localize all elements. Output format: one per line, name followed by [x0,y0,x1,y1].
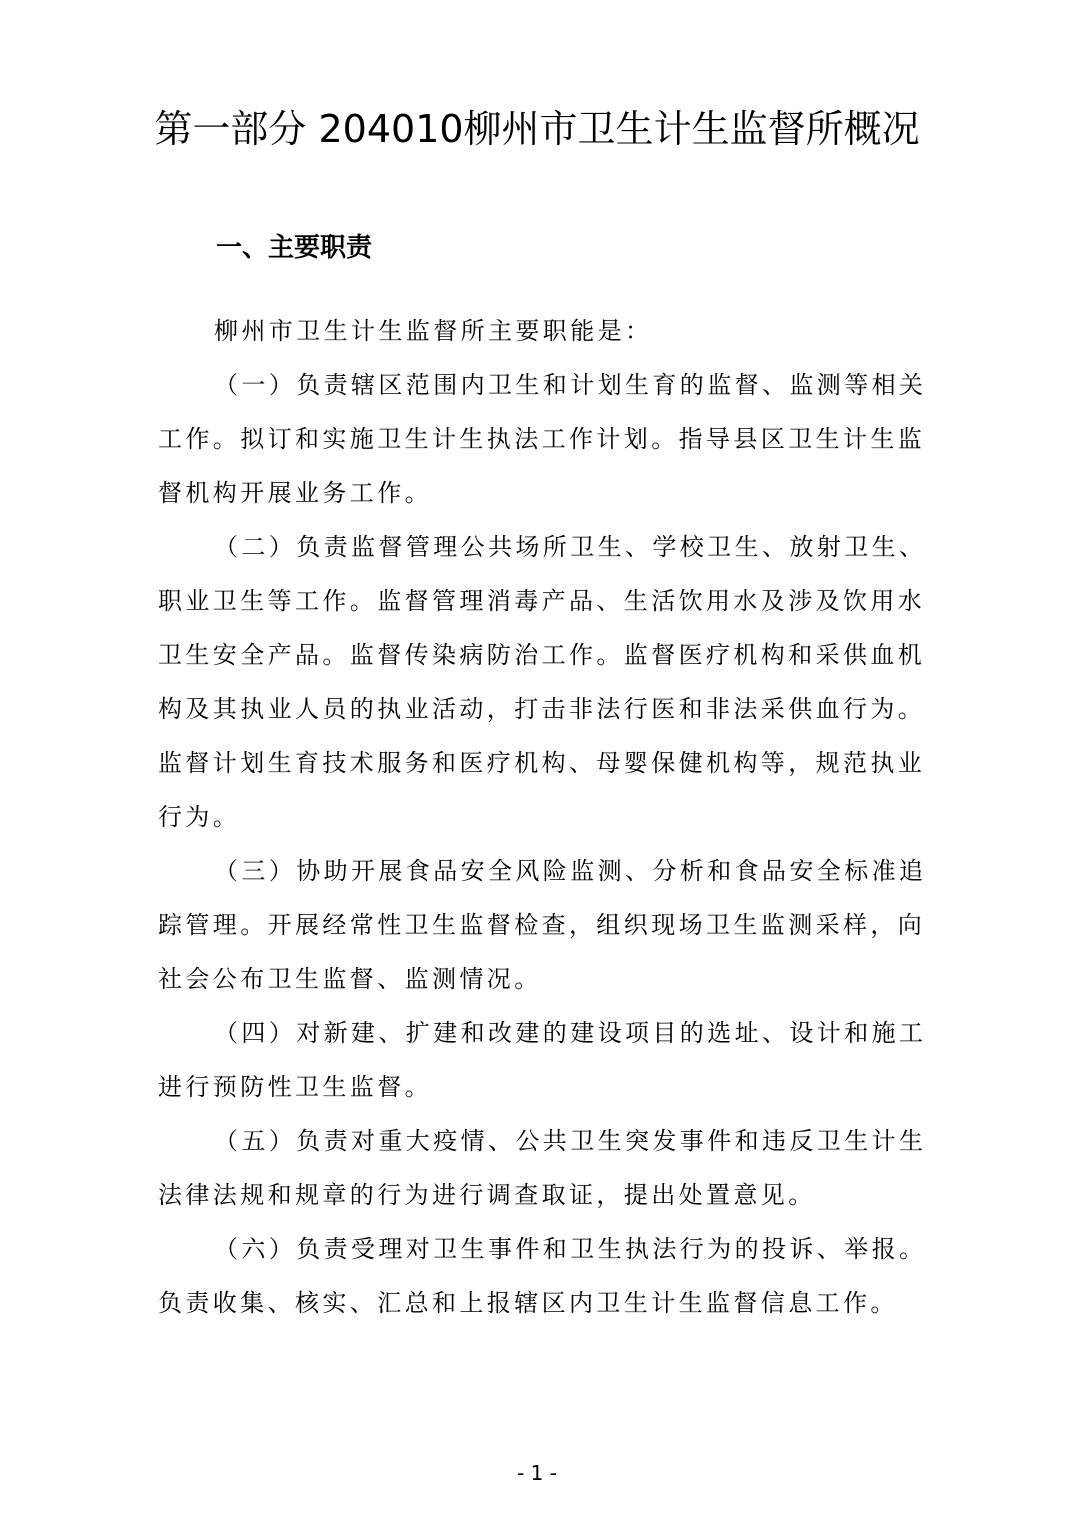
page-number: - 1 - [517,1461,557,1485]
paragraph-duty-4 [158,1006,930,1114]
paragraph-duty-5 [158,1114,930,1222]
text-line: 职业卫生等工作。监督管理消毒产品、生活饮用水及涉及饮用水 [158,587,926,615]
text-line: 法律法规和规章的行为进行调查取证，提出处置意见。 [158,1181,816,1209]
paragraph-duty-2 [158,520,930,844]
text-line: （六）负责受理对卫生事件和卫生执法行为的投诉、举报。 [214,1235,927,1263]
text-line: 行为。 [158,803,241,831]
paragraph-duty-1 [158,358,930,520]
text-line: （一）负责辖区范围内卫生和计划生育的监督、监测等相关 [214,371,927,399]
text-line: （五）负责对重大疫情、公共卫生突发事件和违反卫生计生 [214,1127,927,1155]
text-line: 柳州市卫生计生监督所主要职能是： [214,317,653,345]
text-line: 监督计划生育技术服务和医疗机构、母婴保健机构等，规范执业 [158,749,926,777]
paragraph-duty-3 [158,844,930,1006]
text-line: （四）对新建、扩建和改建的建设项目的选址、设计和施工 [214,1019,927,1047]
text-line: 工作。拟订和实施卫生计生执法工作计划。指导县区卫生计生监 [158,425,926,453]
paragraph-intro [158,304,930,358]
document-title: 第一部分 204010柳州市卫生计生监督所概况 [154,107,920,151]
paragraph-duty-6 [158,1222,930,1330]
text-line: 负责收集、核实、汇总和上报辖区内卫生计生监督信息工作。 [158,1289,898,1317]
document-body [158,304,930,1330]
text-line: 构及其执业人员的执业活动，打击非法行医和非法采供血行为。 [158,695,926,723]
text-line: 卫生安全产品。监督传染病防治工作。监督医疗机构和采供血机 [158,641,926,669]
text-line: 社会公布卫生监督、监测情况。 [158,965,542,993]
text-line: 踪管理。开展经常性卫生监督检查，组织现场卫生监测采样，向 [158,911,926,939]
section-heading: 一、主要职责 [216,233,373,263]
text-line: 督机构开展业务工作。 [158,479,432,507]
text-line: （三）协助开展食品安全风险监测、分析和食品安全标准追 [214,857,927,885]
text-line: （二）负责监督管理公共场所卫生、学校卫生、放射卫生、 [214,533,927,561]
text-line: 进行预防性卫生监督。 [158,1073,432,1101]
